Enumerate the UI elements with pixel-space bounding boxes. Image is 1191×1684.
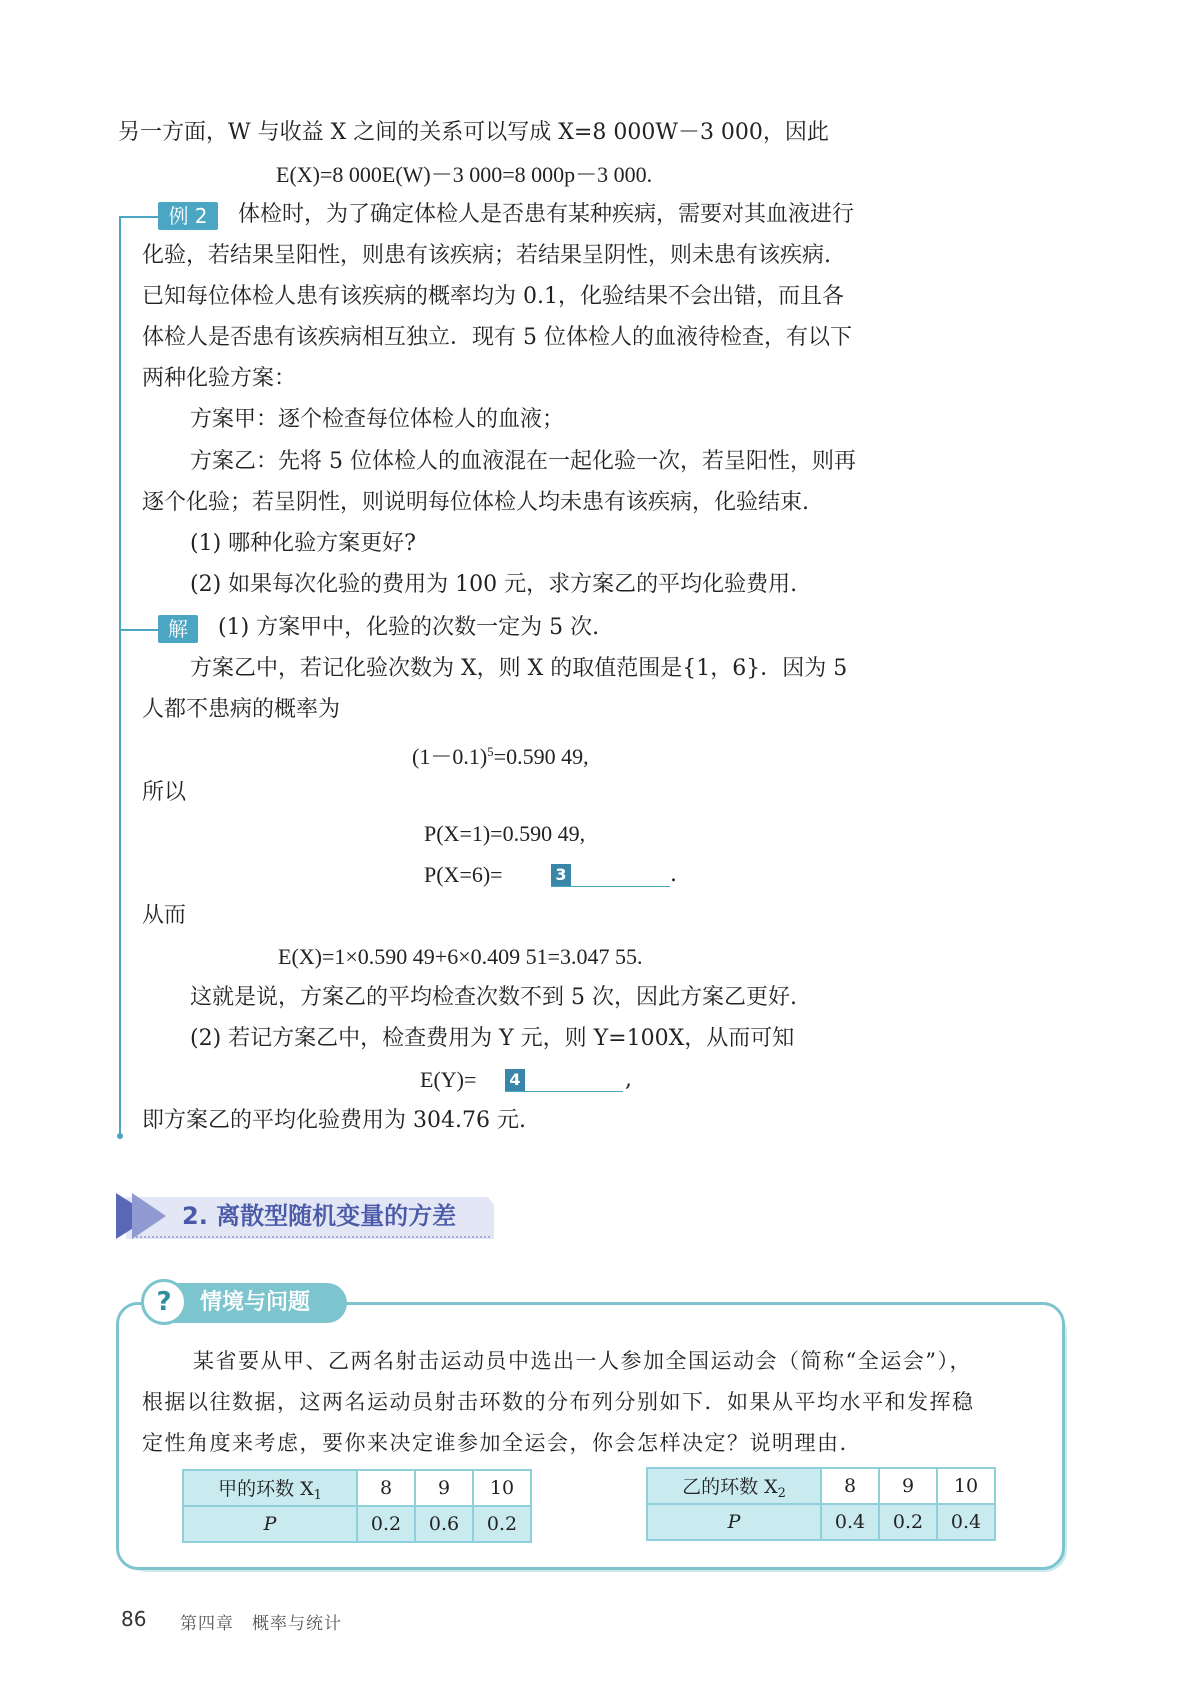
table-a-header-label: 甲的环数 X xyxy=(218,1477,314,1500)
example-side-bar xyxy=(119,217,121,1137)
question-2: (2) 如果每次化验的费用为 100 元，求方案乙的平均化验费用. xyxy=(190,572,798,597)
formula-prob-none xyxy=(412,737,589,772)
question-book-icon: ? xyxy=(141,1279,187,1325)
plan-a: 方案甲：逐个检查每位体检人的血液； xyxy=(190,407,565,432)
solution-line-5: 从而 xyxy=(142,903,187,928)
solution-line-2: 方案乙中，若记化验次数为 X，则 X 的取值范围是{1，6}．因为 5 xyxy=(190,656,848,681)
table-b-value: 8 xyxy=(821,1468,879,1504)
formula-expectation-y: E(Y)= xyxy=(420,1067,477,1092)
example-line-4: 体检人是否患有该疾病相互独立．现有 5 位体检人的血液待检查，有以下 xyxy=(142,325,852,350)
table-b-header-label: 乙的环数 X xyxy=(682,1475,778,1498)
solution-line-7: (2) 若记方案乙中，检查费用为 Y 元，则 Y=100X，从而可知 xyxy=(190,1026,795,1051)
intro-formula: E(X)=8 000E(W)－3 000=8 000p－3 000. xyxy=(276,162,653,187)
context-line-2: 根据以往数据，这两名运动员射击环数的分布列分别如下．如果从平均水平和发挥稳 xyxy=(142,1390,975,1414)
blank-number-3: 3 xyxy=(551,864,571,886)
solution-line-3: 人都不患病的概率为 xyxy=(142,697,341,722)
example-line-5: 两种化验方案： xyxy=(142,366,297,391)
formula-base: (1－0.1) xyxy=(412,744,488,769)
table-b-value: 9 xyxy=(879,1468,937,1504)
answer-blank-4[interactable] xyxy=(505,1091,623,1092)
question-1: (1) 哪种化验方案更好? xyxy=(190,531,416,556)
solution-line-1: (1) 方案甲中，化验的次数一定为 5 次. xyxy=(218,615,600,640)
table-b-p-label xyxy=(647,1504,821,1540)
bar-end-dot xyxy=(117,1133,123,1139)
context-line-3: 定性角度来考虑，要你来决定谁参加全运会，你会怎样决定？说明理由. xyxy=(142,1431,848,1455)
example-line-1: 体检时，为了确定体检人是否患有某种疾病，需要对其血液进行 xyxy=(238,202,855,227)
intro-line: 另一方面，W 与收益 X 之间的关系可以写成 X=8 000W－3 000，因此 xyxy=(118,120,829,145)
solution-tag: 解 xyxy=(158,615,198,643)
formula-p-x6: P(X=6)= xyxy=(424,862,503,887)
distribution-table-a xyxy=(182,1469,532,1543)
blank-number-4: 4 xyxy=(505,1069,525,1091)
page-number: 86 xyxy=(121,1607,147,1631)
context-title: 情境与问题 xyxy=(200,1290,311,1315)
example-connector xyxy=(119,216,159,218)
table-a-p-text: P xyxy=(263,1513,277,1535)
formula-p-x1: P(X=1)=0.590 49, xyxy=(424,821,586,846)
plan-b-line-2: 逐个化验；若呈阴性，则说明每位体检人均未患有该疾病，化验结束. xyxy=(142,490,809,515)
section-title: 2. 离散型随机变量的方差 xyxy=(182,1202,457,1230)
table-b-prob: 0.4 xyxy=(821,1504,879,1540)
comma: , xyxy=(625,1067,632,1092)
distribution-table-b xyxy=(646,1467,996,1541)
table-a-value: 9 xyxy=(415,1470,473,1506)
example-line-3: 已知每位体检人患有该疾病的概率均为 0.1，化验结果不会出错，而且各 xyxy=(142,284,844,309)
period: . xyxy=(670,862,677,887)
answer-blank-3[interactable] xyxy=(551,886,670,887)
table-b-prob: 0.4 xyxy=(937,1504,995,1540)
example-line-2: 化验，若结果呈阳性，则患有该疾病；若结果呈阴性，则未患有该疾病. xyxy=(142,243,831,268)
formula-expectation-x: E(X)=1×0.590 49+6×0.409 51=3.047 55. xyxy=(278,944,643,969)
table-a-header-sub: 1 xyxy=(313,1487,322,1503)
table-a-value: 10 xyxy=(473,1470,531,1506)
plan-b-line-1: 方案乙：先将 5 位体检人的血液混在一起化验一次，若呈阳性，则再 xyxy=(190,449,856,474)
table-b-p-text: P xyxy=(727,1511,741,1533)
solution-line-8: 即方案乙的平均化验费用为 304.76 元. xyxy=(142,1108,526,1133)
table-b-value: 10 xyxy=(937,1468,995,1504)
formula-exponent: 5 xyxy=(487,744,494,759)
table-a-p-label xyxy=(183,1506,357,1542)
table-a-prob: 0.2 xyxy=(357,1506,415,1542)
example-tag: 例 2 xyxy=(158,202,218,230)
solution-connector xyxy=(119,629,159,631)
table-a-header xyxy=(183,1470,357,1506)
table-a-value: 8 xyxy=(357,1470,415,1506)
formula-result: =0.590 49, xyxy=(493,744,589,769)
table-a-prob: 0.2 xyxy=(473,1506,531,1542)
table-b-header xyxy=(647,1468,821,1504)
chapter-title: 第四章 概率与统计 xyxy=(180,1614,342,1634)
solution-line-6: 这就是说，方案乙的平均检查次数不到 5 次，因此方案乙更好. xyxy=(190,985,797,1010)
table-b-prob: 0.2 xyxy=(879,1504,937,1540)
context-line-1: 某省要从甲、乙两名射击运动员中选出一人参加全国运动会（简称“全运会”）， xyxy=(193,1349,972,1373)
table-b-header-sub: 2 xyxy=(777,1485,786,1501)
solution-line-4: 所以 xyxy=(142,780,187,805)
table-a-prob: 0.6 xyxy=(415,1506,473,1542)
